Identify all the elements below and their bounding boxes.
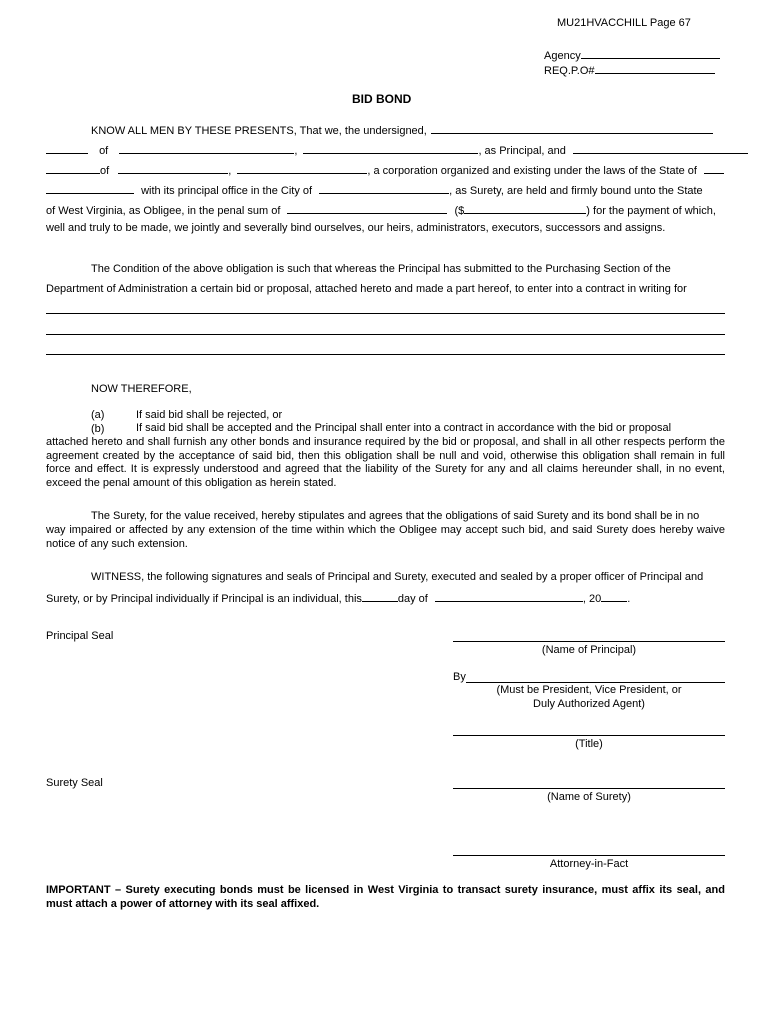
title-caption: (Title) (575, 738, 603, 750)
month-blank[interactable] (435, 591, 583, 602)
witness-text: Surety, or by Principal individually if Principal is an individual, this (46, 593, 362, 605)
contract-description-line-3[interactable] (46, 354, 725, 355)
clause-a-text: If said bid shall be rejected, or (136, 409, 283, 421)
year-prefix-text: , 20 (582, 593, 602, 605)
document-title: BID BOND (352, 92, 412, 106)
contract-description-line-2[interactable] (46, 334, 725, 335)
as-principal-text: , as Principal, and (478, 145, 566, 157)
attorney-signature-line[interactable] (453, 855, 725, 856)
surety-name-blank[interactable] (573, 143, 748, 154)
intro-line-5 (46, 203, 716, 218)
surety-name-signature-line[interactable] (453, 788, 725, 789)
intro-line-3 (46, 163, 724, 178)
condition-line-1: The Condition of the above obligation is such that whereas the Principal has submitted to the Purchasing Section of the (91, 263, 671, 275)
attorney-in-fact-caption: Attorney-in-Fact (549, 858, 629, 870)
intro-line-1 (91, 123, 713, 138)
day-of-text: day of (397, 593, 428, 605)
principal-office-text: with its principal office in the City of (141, 185, 313, 197)
title-signature-line[interactable] (453, 735, 725, 736)
principal-name-signature-line[interactable] (453, 641, 725, 642)
clause-b-text: If said bid shall be accepted and the Principal shall enter into a contract in accordance with the bid or proposal (136, 422, 672, 434)
of-text: of (100, 165, 110, 177)
dollar-open-text: ($ (454, 205, 465, 217)
intro-line-6: well and truly to be made, we jointly and severally bind ourselves, our heirs, administrators, executors, successors and assigns. (46, 222, 666, 234)
principal-name-blank[interactable] (46, 143, 88, 154)
surety-paragraph-rest: way impaired or affected by any extension of the time within which the Obligee may accept such bid, and said Surety does hereby waive notice of any such extension. (46, 524, 725, 550)
comma-text: , (294, 145, 298, 157)
intro-text: KNOW ALL MEN BY THESE PRESENTS, That we, the undersigned, (91, 125, 427, 137)
of-text: of (99, 145, 109, 157)
principal-seal-label: Principal Seal (46, 630, 114, 642)
req-po-blank[interactable] (595, 63, 715, 74)
period-text: . (627, 593, 631, 605)
corporation-text: , a corporation organized and existing under the laws of the State of (367, 165, 697, 177)
req-po-line (544, 63, 715, 78)
agency-label: Agency (544, 50, 581, 62)
office-city-blank[interactable] (319, 183, 449, 194)
surety-state-blank[interactable] (118, 163, 228, 174)
as-surety-text: , as Surety, are held and firmly bound unto the State (449, 185, 703, 197)
intro-line-2 (46, 143, 748, 158)
surety-paragraph-first-line: The Surety, for the value received, hereby stipulates and agrees that the obligations of said Surety and its bond shall be in no (91, 510, 700, 522)
surety-extra-blank[interactable] (237, 163, 367, 174)
agency-blank[interactable] (581, 48, 720, 59)
document-reference: MU21HVACCHILL Page 67 (557, 17, 691, 29)
principal-city-blank[interactable] (119, 143, 294, 154)
name-of-surety-caption: (Name of Surety) (547, 791, 631, 803)
must-be-caption-1: (Must be President, Vice President, or (496, 684, 682, 696)
by-signature-line[interactable] (466, 682, 725, 683)
comma-text: , (228, 165, 232, 177)
state-of-blank[interactable] (704, 163, 724, 174)
day-blank[interactable] (362, 591, 398, 602)
principal-state-blank[interactable] (303, 143, 478, 154)
must-be-caption-2: Duly Authorized Agent) (533, 698, 645, 710)
surety-seal-label: Surety Seal (46, 777, 103, 789)
important-notice: IMPORTANT – Surety executing bonds must be licensed in West Virginia to transact surety insurance, must affix its seal, and must attach a power of attorney with its seal affixed. (46, 884, 725, 910)
clause-b-marker: (b) (91, 423, 105, 435)
undersigned-blank[interactable] (431, 123, 713, 134)
contract-description-line-1[interactable] (46, 313, 725, 314)
by-label: By (453, 671, 466, 683)
payment-text: ) for the payment of which, (586, 205, 716, 217)
clause-a-marker: (a) (91, 409, 105, 421)
witness-line-1: WITNESS, the following signatures and seals of Principal and Surety, executed and sealed by a proper officer of Principal and (91, 571, 704, 583)
req-po-label: REQ.P.O# (544, 65, 595, 77)
condition-line-2: Department of Administration a certain bid or proposal, attached hereto and made a part hereof, to enter into a contract in writing for (46, 283, 687, 295)
intro-line-4 (46, 183, 703, 198)
penal-sum-words-blank[interactable] (287, 203, 447, 214)
name-of-principal-caption: (Name of Principal) (541, 644, 637, 656)
year-blank[interactable] (601, 591, 627, 602)
surety-city-blank[interactable] (46, 163, 100, 174)
agency-line (544, 48, 720, 63)
obligee-text: of West Virginia, as Obligee, in the penal sum of (46, 205, 281, 217)
penal-sum-amount-blank[interactable] (464, 203, 586, 214)
now-therefore-heading: NOW THEREFORE, (91, 383, 192, 395)
clause-b-continuation: attached hereto and shall furnish any other bonds and insurance required by the bid or proposal, and shall in all other respects perform the agreement created by the acceptance of said bid, then this obligation shall be null and void, otherwise this obligation shall remain in full force and effect. It is expressly understood and agreed that the liability of the Surety for any and all claims hereunder shall, in no event, exceed the penal amount of this obligation as herein stated. (46, 436, 725, 489)
witness-line-2 (46, 591, 630, 606)
state-continued-blank[interactable] (46, 183, 134, 194)
